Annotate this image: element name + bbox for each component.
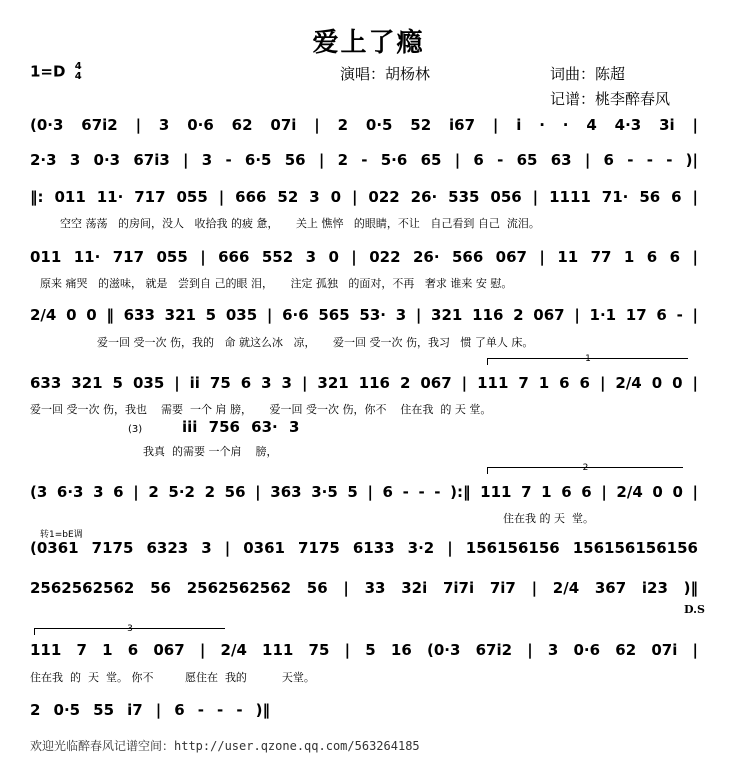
score-line-9: 2562562562 56 2562562562 56 | 33 32i 7i7i 7i7 | 2/4 367 i23 )‖	[30, 579, 698, 597]
triplet-bracket	[34, 624, 225, 635]
volta-1	[487, 354, 688, 365]
volta-2	[487, 463, 683, 474]
triplet-label: 3	[127, 624, 133, 634]
key-signature	[30, 62, 82, 82]
dal-segno: D.S	[684, 603, 705, 616]
transcriber: 记谱：桃李醉春风	[550, 90, 671, 108]
score-line-5: 2/4 0 0 ‖ 633 321 5 035 | 6·6 565 53· 3 | 321 116 2 067 | 1·1 17 6 - |	[30, 306, 698, 324]
footer-link: 欢迎光临醉春风记谱空间：http://user.qzone.qq.com/563264185	[30, 739, 420, 753]
score-line-3: ‖: 011 11· 717 055 | 666 52 3 0 | 022 26· 535 056 | 1111 71· 56 6 |	[30, 188, 698, 206]
lyrics-line-4: 爱一回 受一次 伤，我也 需要 一个 肩 膀， 爱一回 受一次 伤，你不 住在我 的 天 堂。	[30, 403, 492, 416]
score-line-7: (3 6·3 3 6 | 2 5·2 2 56 | 363 3·5 5 | 6 - - - ):‖ 111 7 1 6 6 | 2/4 0 0 |	[30, 483, 698, 501]
alt-score-line: iii 756 63· 3	[182, 418, 300, 436]
song-title: 爱上了瘾	[312, 28, 425, 58]
alt-marker: (3)	[128, 424, 143, 435]
lyrics-line-5: 住在我 的 天 堂。	[503, 512, 594, 525]
time-top: 4	[74, 61, 82, 72]
score-line-8: (0361 7175 6323 3 | 0361 7175 6133 3·2 | 156156156 156156156156	[30, 539, 698, 557]
composer: 词曲：陈超	[550, 65, 626, 83]
lyrics-line-1: 空空 荡荡 的房间，没人 收拾我 的疲 惫， 关上 憔悴 的眼睛，不让 自己看到 自己 流泪。	[60, 217, 540, 230]
lyrics-line-2: 原来 痛哭 的滋味， 就是 尝到自 己的眼 泪， 注定 孤独 的面对，不再 奢求 谁来 安 慰。	[40, 277, 513, 290]
score-line-1: (0·3 67i2 | 3 0·6 62 07i | 2 0·5 52 i67 | i · · 4 4·3 3i |	[30, 116, 698, 134]
key-label: 1=D	[30, 62, 66, 81]
singer: 演唱：胡杨林	[340, 65, 431, 83]
score-line-10: 111 7 1 6 067 | 2/4 111 75 | 5 16 (0·3 67i2 | 3 0·6 62 07i |	[30, 641, 698, 659]
lyrics-line-6: 住在我 的 天 堂。 你不 愿住在 我的 天堂。	[30, 671, 315, 684]
lyrics-line-3: 爱一回 受一次 伤，我的 命 就这么冰 凉， 爱一回 受一次 伤，我习 惯 了单人 床。	[97, 336, 534, 349]
volta-1-label: 1	[585, 354, 591, 364]
lyrics-alt: 我真 的需要 一个肩 膀，	[143, 445, 278, 458]
score-line-4: 011 11· 717 055 | 666 552 3 0 | 022 26· 566 067 | 11 77 1 6 6 |	[30, 248, 698, 266]
volta-2-label: 2	[582, 463, 589, 473]
time-bottom: 4	[74, 71, 82, 82]
score-line-11: 2 0·5 55 i7 | 6 - - - )‖	[30, 701, 270, 719]
score-line-6: 633 321 5 035 | ii 75 6 3 3 | 321 116 2 067 | 111 7 1 6 6 | 2/4 0 0 |	[30, 374, 698, 392]
score-line-2: 2·3 3 0·3 67i3 | 3 - 6·5 56 | 2 - 5·6 65 | 6 - 65 63 | 6 - - - )|	[30, 151, 698, 169]
key-change: 转1=bE调	[40, 530, 83, 540]
